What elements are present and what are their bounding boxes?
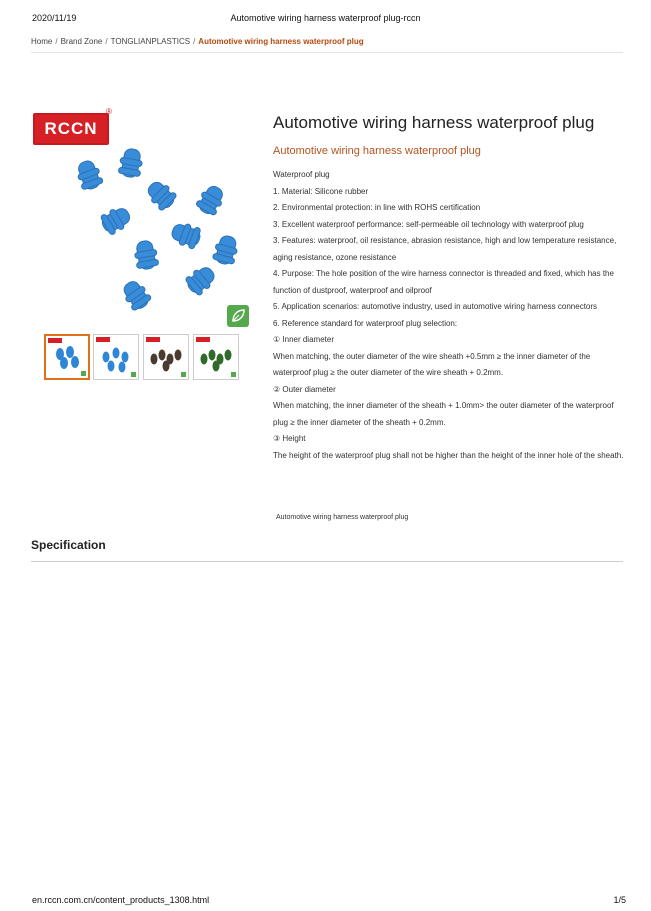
breadcrumb-separator: /: [55, 37, 58, 46]
description-line: 6. Reference standard for waterproof plug selection:: [273, 318, 458, 328]
breadcrumb: [31, 37, 364, 46]
description-line: 4. Purpose: The hole position of the wire harness connector is threaded and fixed, which has the function of dustproof, waterproof and oilproof: [273, 269, 614, 295]
product-main-image[interactable]: [31, 105, 251, 335]
thumbnail-blue-1[interactable]: [44, 334, 90, 380]
print-header: [32, 13, 619, 27]
thumbnail-blue-2[interactable]: [93, 334, 139, 380]
specification-divider: [31, 561, 623, 562]
rohs-leaf-icon: [227, 305, 249, 327]
rccn-logo: [33, 113, 109, 145]
breadcrumb-home[interactable]: Home: [31, 37, 53, 46]
breadcrumb-brand-zone[interactable]: Brand Zone: [60, 37, 103, 46]
image-caption: Automotive wiring harness waterproof plug: [276, 514, 409, 521]
waterproof-plug-illustration: [61, 145, 251, 330]
print-date: 2020/11/19: [32, 13, 77, 23]
mini-rohs-icon: [231, 372, 236, 377]
breadcrumb-separator: /: [193, 37, 196, 46]
description-line: 1. Material: Silicone rubber: [273, 186, 369, 196]
product-description: [273, 167, 625, 464]
mini-logo: [196, 337, 210, 342]
mini-rohs-icon: [81, 371, 86, 376]
print-url: en.rccn.com.cn/content_products_1308.html: [32, 895, 210, 905]
mini-rohs-icon: [181, 372, 186, 377]
leaf-icon: [227, 305, 249, 327]
description-line: 2. Environmental protection: in line with ROHS certification: [273, 203, 481, 212]
logo-text: RCCN: [44, 119, 98, 138]
mini-logo: [48, 338, 62, 343]
description-line: ① Inner diameter: [273, 335, 334, 344]
product-subtitle: Automotive wiring harness waterproof plug: [273, 145, 481, 157]
mini-rohs-icon: [131, 372, 136, 377]
breadcrumb-current: Automotive wiring harness waterproof plug: [198, 37, 364, 46]
description-line: 3. Excellent waterproof performance: self-permeable oil technology with waterproof plug: [273, 219, 584, 229]
specification-heading: Specification: [31, 538, 106, 552]
thumbnail-strip: [44, 334, 244, 382]
description-line: ③ Height: [273, 434, 306, 443]
description-line: 3. Features: waterproof, oil resistance, abrasion resistance, high and low temperature resistance, aging resistance, ozone resistance: [273, 236, 617, 262]
registered-mark: ®: [106, 107, 112, 116]
thumbnail-brown[interactable]: [143, 334, 189, 380]
breadcrumb-separator: /: [105, 37, 108, 46]
description-line: 5. Application scenarios: automotive industry, used in automotive wiring harness connectors: [273, 302, 598, 311]
mini-logo: [96, 337, 110, 342]
description-line: When matching, the inner diameter of the sheath + 1.0mm> the outer diameter of the waterproof plug ≥ the inner diameter of the sheath + 0.2mm.: [273, 401, 614, 427]
product-title: Automotive wiring harness waterproof plug: [273, 113, 595, 132]
print-footer: [32, 895, 626, 907]
product-info: [273, 112, 625, 464]
thumbnail-green[interactable]: [193, 334, 239, 380]
description-line: When matching, the outer diameter of the wire sheath +0.5mm ≥ the inner diameter of the waterproof plug ≥ the outer diameter of the wire sheath + 0.2mm.: [273, 351, 591, 377]
description-line: Waterproof plug: [273, 170, 330, 179]
print-page-number: 1/5: [613, 895, 626, 905]
mini-logo: [146, 337, 160, 342]
description-line: The height of the waterproof plug shall not be higher than the height of the inner hole of the sheath.: [273, 450, 624, 460]
header-divider: [31, 52, 623, 53]
print-page-title: Automotive wiring harness waterproof plug-rccn: [230, 13, 421, 23]
breadcrumb-tonglianplastics[interactable]: TONGLIANPLASTICS: [110, 37, 191, 46]
description-line: ② Outer diameter: [273, 384, 336, 394]
